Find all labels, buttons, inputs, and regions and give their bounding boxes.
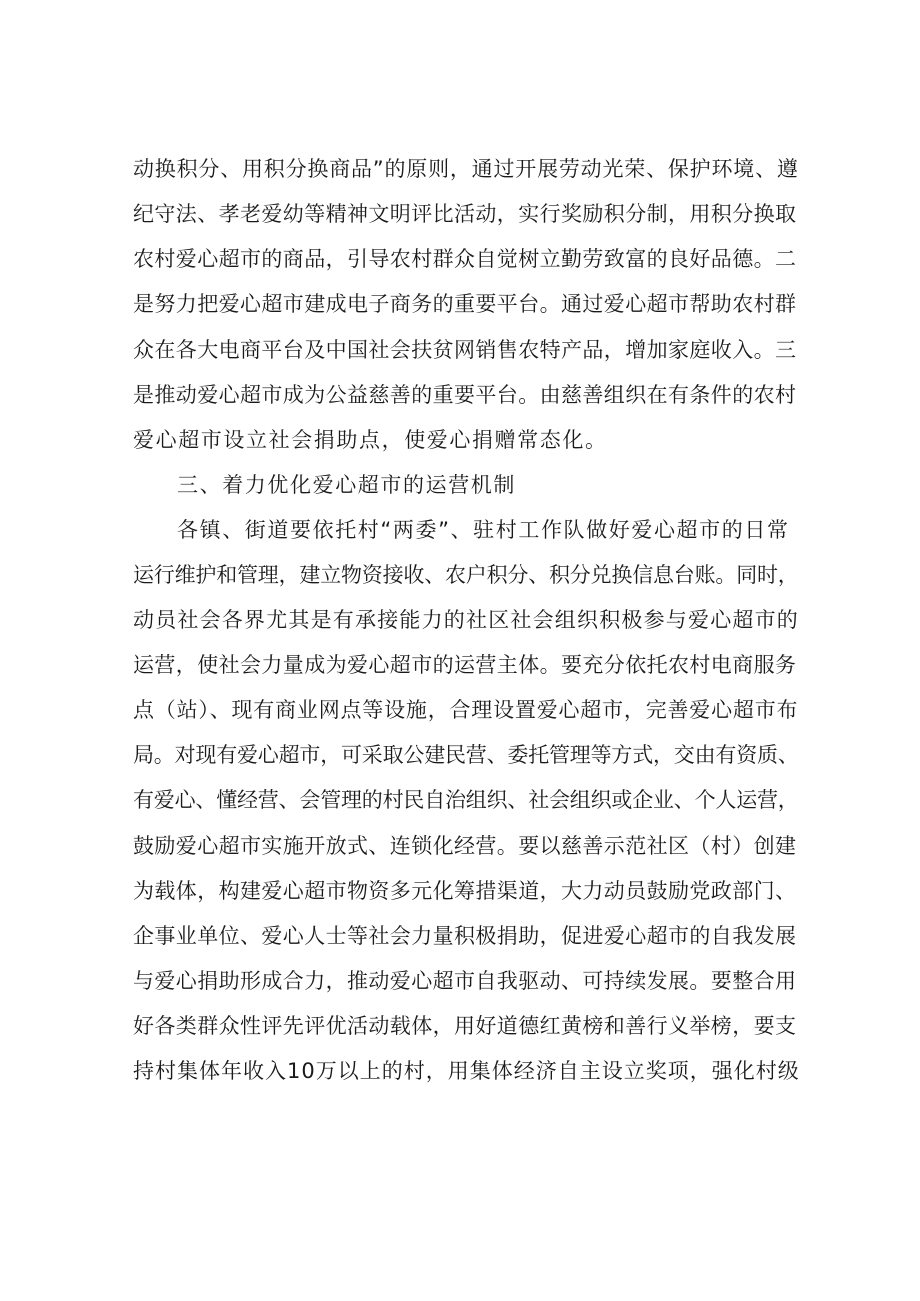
text-line: 为载体，构建爱心超市物资多元化筹措渠道，大力动员鼓励党政部门、 [133,879,797,903]
text-line: 农村爱心超市的商品，引导农村群众自觉树立勤劳致富的良好品德。二 [133,247,797,271]
text-line: 局。对现有爱心超市，可采取公建民营、委托管理等方式，交由有资质、 [133,743,799,767]
section-heading: 三、着力优化爱心超市的运营机制 [177,473,516,497]
text-line: 有爱心、懂经营、会管理的村民自治组织、社会组织或企业、个人运营， [133,788,799,812]
text-line: 运行维护和管理，建立物资接收、农户积分、积分兑换信息台账。同时， [133,563,799,587]
text-line: 动换积分、用积分换商品”的原则，通过开展劳动光荣、保护环境、遵 [133,157,799,181]
text-line: 鼓励爱心超市实施开放式、连锁化经营。要以慈善示范社区（村）创建 [133,834,797,858]
text-line: 企事业单位、爱心人士等社会力量积极捐助，促进爱心超市的自我发展 [133,924,797,948]
paragraph-first-line: 各镇、街道要依托村“两委”、驻村工作队做好爱心超市的日常 [177,518,790,542]
text-line: 动员社会各界尤其是有承接能力的社区社会组织积极参与爱心超市的 [133,608,799,632]
text-line: 点（站）、现有商业网点等设施，合理设置爱心超市，完善爱心超市布 [133,698,799,722]
text-line: 爱心超市设立社会捐助点，使爱心捐赠常态化。 [133,428,608,452]
text-line: 持村集体年收入10万以上的村，用集体经济自主设立奖项，强化村级 [133,1059,800,1083]
text-line: 运营，使社会力量成为爱心超市的运营主体。要充分依托农村电商服务 [133,653,797,677]
text-line: 众在各大电商平台及中国社会扶贫网销售农特产品，增加家庭收入。三 [133,338,797,362]
text-line: 好各类群众性评先评优活动载体，用好道德红黄榜和善行义举榜，要支 [133,1014,797,1038]
text-line: 与爱心捐助形成合力，推动爱心超市自我驱动、可持续发展。要整合用 [133,969,797,993]
text-line: 是努力把爱心超市建成电子商务的重要平台。通过爱心超市帮助农村群 [133,292,797,316]
text-line: 纪守法、孝老爱幼等精神文明评比活动，实行奖励积分制，用积分换取 [133,202,797,226]
text-line: 是推动爱心超市成为公益慈善的重要平台。由慈善组织在有条件的农村 [133,383,797,407]
